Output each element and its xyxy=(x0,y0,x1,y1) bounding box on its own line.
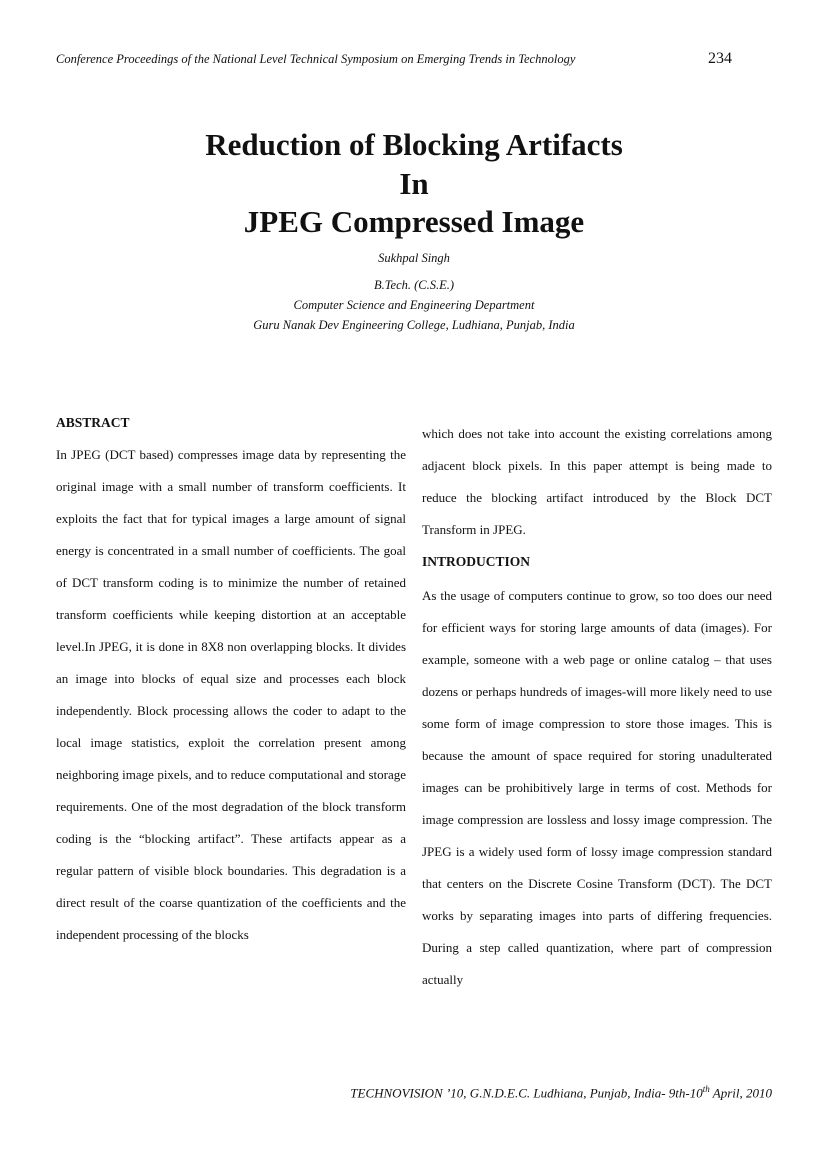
title-line-1: Reduction of Blocking Artifacts xyxy=(205,127,623,162)
introduction-heading: INTRODUCTION xyxy=(422,554,531,569)
footer-superscript: th xyxy=(702,1084,710,1094)
right-column xyxy=(422,418,772,996)
author-name: Sukhpal Singh xyxy=(378,251,450,265)
running-title: Conference Proceedings of the National Level Technical Symposium on Emerging Trends in Technology xyxy=(56,52,576,66)
left-column xyxy=(56,407,406,951)
running-header xyxy=(56,52,772,72)
footer-text-after: April, 2010 xyxy=(709,1085,772,1101)
title-line-3: JPEG Compressed Image xyxy=(243,204,585,239)
author-institution: Guru Nanak Dev Engineering College, Ludhiana, Punjab, India xyxy=(253,318,575,332)
title-line-2: In xyxy=(399,165,429,201)
author-degree: B.Tech. (C.S.E.) xyxy=(373,278,455,292)
page-footer xyxy=(350,1084,772,1101)
abstract-heading: ABSTRACT xyxy=(56,415,130,430)
abstract-continuation: which does not take into account the existing correlations among adjacent block pixels. In this paper attempt is being made to reduce the blocking artifact introduced by the Block DCT Transform in JPEG. xyxy=(422,426,772,537)
abstract-text: In JPEG (DCT based) compresses image data by representing the original image with a small number of transform coefficients. It exploits the fact that for typical images a large amount of signal energy is concentrated in a small number of coefficients. The goal of DCT transform coding is to minimize the number of retained transform coefficients while keeping distortion at an acceptable level.In JPEG, it is done in 8X8 non overlapping blocks. It divides an image into blocks of equal size and processes each block independently. Block processing allows the coder to adapt to the local image statistics, exploit the correlation present among neighboring image pixels, and to reduce computational and storage requirements. One of the most degradation of the block transform coding is the “blocking artifact”. These artifacts appear as a regular pattern of visible block boundaries. This degradation is a direct result of the coarse quantization of the coefficients and the independent processing of the blocks xyxy=(56,447,406,942)
page-number: 234 xyxy=(708,50,732,67)
footer-text-before: TECHNOVISION ’10, G.N.D.E.C. Ludhiana, Punjab, India- 9th-10 xyxy=(350,1085,703,1101)
author-block xyxy=(0,250,828,335)
introduction-text: As the usage of computers continue to grow, so too does our need for efficient ways for storing large amounts of data (images). For example, someone with a web page or online catalog – that uses dozens or perhaps hundreds of images-will more likely need to use some form of image compression to store those images. This is because the amount of space required for storing unadulterated images can be prohibitively large in terms of cost. Methods for image compression are lossless and lossy image compression. The JPEG is a widely used form of lossy image compression standard that centers on the Discrete Cosine Transform (DCT). The DCT works by separating images into parts of differing frequencies. During a step called quantization, where part of compression actually xyxy=(422,588,772,987)
author-department: Computer Science and Engineering Department xyxy=(293,298,535,312)
paper-title xyxy=(0,126,828,242)
